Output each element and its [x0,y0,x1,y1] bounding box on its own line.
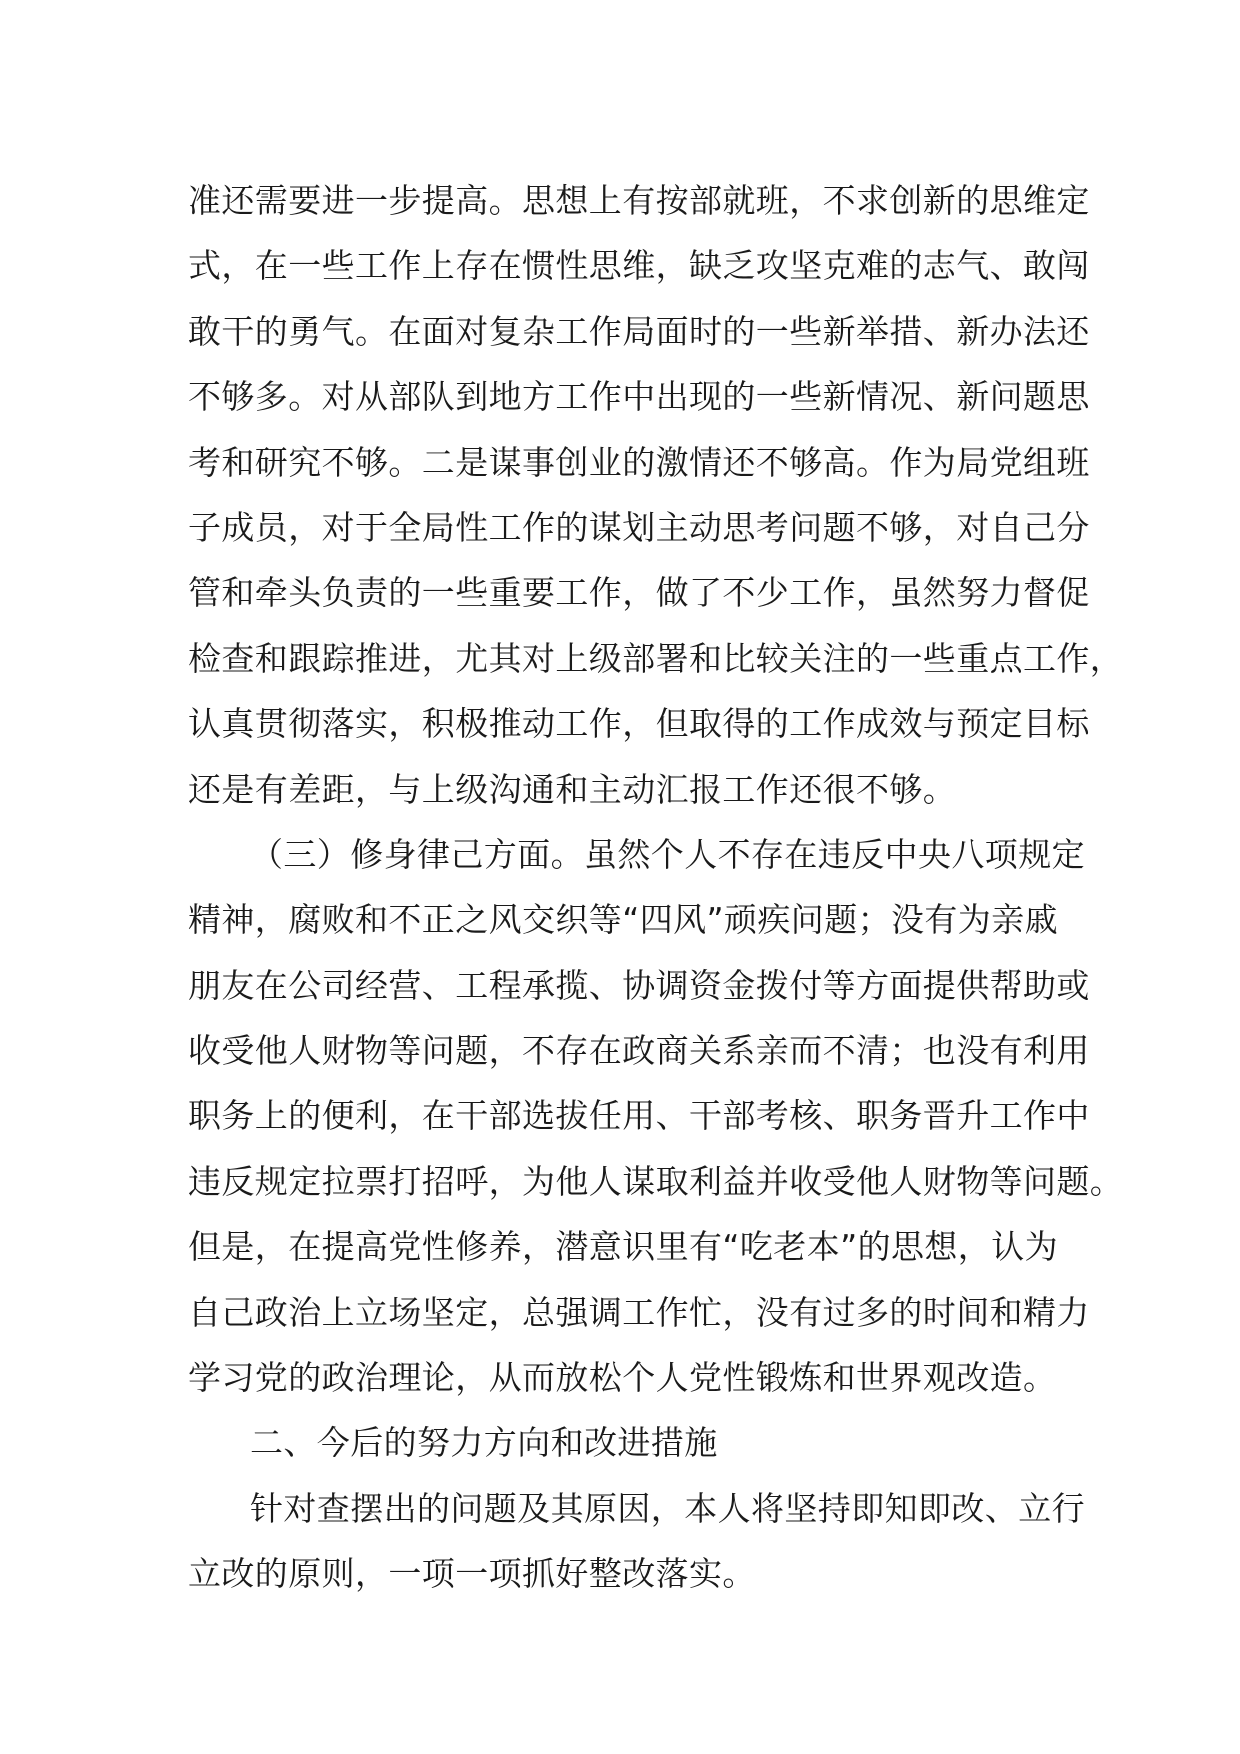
text-line: 认真贯彻落实，积极推动工作，但取得的工作成效与预定目标 [188,704,1090,744]
text-line: 职务上的便利，在干部选拔任用、干部考核、职务晋升工作中 [188,1096,1090,1136]
text-line: 考和研究不够。二是谋事创业的激情还不够高。作为局党组班 [188,442,1090,482]
document-body [188,168,1124,1607]
paragraph-start-line: 针对查摆出的问题及其原因，本人将坚持即知即改、立行 [250,1488,1085,1528]
text-line: 违反规定拉票打招呼，为他人谋取利益并收受他人财物等问题。 [188,1161,1124,1201]
text-line: 管和牵头负责的一些重要工作，做了不少工作，虽然努力督促 [188,573,1090,613]
text-line: 敢干的勇气。在面对复杂工作局面时的一些新举措、新办法还 [188,311,1090,351]
text-line: 精神，腐败和不正之风交织等“四风”顽疾问题；没有为亲戚 [188,900,1058,940]
text-line: 准还需要进一步提高。思想上有按部就班，不求创新的思维定 [188,181,1090,220]
text-line: 检查和跟踪推进，尤其对上级部署和比较关注的一些重点工作， [188,638,1124,678]
text-line: 收受他人财物等问题，不存在政商关系亲而不清；也没有利用 [188,1031,1090,1071]
text-line: 自己政治上立场坚定，总强调工作忙，没有过多的时间和精力 [188,1292,1090,1332]
text-line: 不够多。对从部队到地方工作中出现的一些新情况、新问题思 [188,377,1090,417]
text-line: 朋友在公司经营、工程承揽、协调资金拨付等方面提供帮助或 [188,965,1090,1005]
section-heading: 二、今后的努力方向和改进措施 [250,1423,718,1463]
text-line: 但是，在提高党性修养，潜意识里有“吃老本”的思想，认为 [188,1227,1058,1267]
text-line: 还是有差距，与上级沟通和主动汇报工作还很不够。 [188,769,957,809]
text-line: 子成员，对于全局性工作的谋划主动思考问题不够，对自己分 [188,507,1090,547]
text-line: 式，在一些工作上存在惯性思维，缺乏攻坚克难的志气、敢闯 [188,246,1090,286]
text-line: 立改的原则，一项一项抓好整改落实。 [188,1554,756,1594]
text-line: 学习党的政治理论，从而放松个人党性锻炼和世界观改造。 [188,1358,1057,1398]
paragraph-start-line: （三）修身律己方面。虽然个人不存在违反中央八项规定 [250,834,1085,874]
